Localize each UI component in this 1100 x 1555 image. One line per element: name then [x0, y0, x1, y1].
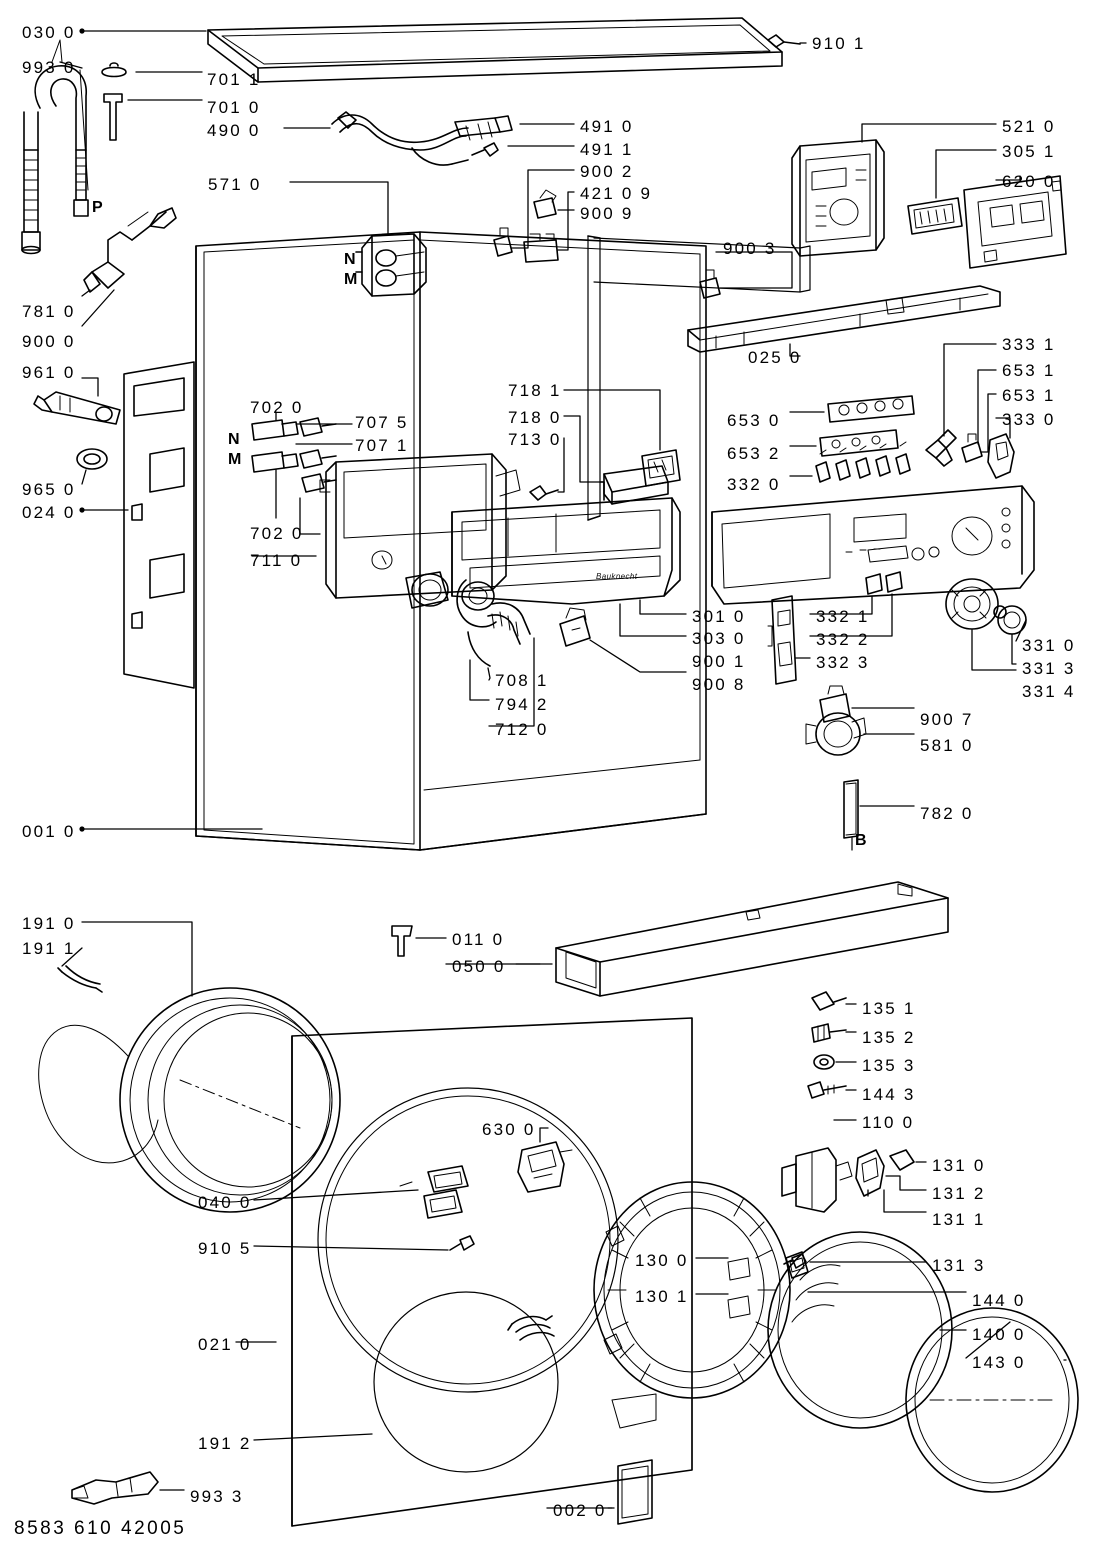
- clip-900-3: [700, 270, 720, 298]
- top-lid-part: [208, 18, 782, 82]
- rear-panel-024-0: [124, 362, 194, 688]
- diagram-letter-n-3: N: [228, 431, 240, 448]
- part-callout-135-3: 135 3: [862, 1056, 916, 1075]
- part-callout-024-0: 024 0: [22, 503, 76, 522]
- selector-knob-331-0: [946, 579, 998, 629]
- part-callout-702-0b: 702 0: [250, 524, 304, 543]
- part-callout-191-0: 191 0: [22, 914, 76, 933]
- part-callout-794-2: 794 2: [495, 695, 549, 714]
- knob-parts-332: [866, 572, 902, 594]
- part-callout-135-2: 135 2: [862, 1028, 916, 1047]
- part-callout-581-0: 581 0: [920, 736, 974, 755]
- screw-011-0: [392, 926, 412, 956]
- part-callout-143-0: 143 0: [972, 1353, 1026, 1372]
- part-callout-993-3: 993 3: [190, 1487, 244, 1506]
- control-panel-assembly: [712, 486, 1034, 604]
- rail-025-0: [688, 286, 1000, 352]
- part-callout-332-1: 332 1: [816, 607, 870, 626]
- part-callout-712-0: 712 0: [495, 720, 549, 739]
- screw-135-2: [812, 1024, 846, 1042]
- part-callout-630-0: 630 0: [482, 1120, 536, 1139]
- part-callout-910-1: 910 1: [812, 34, 866, 53]
- diagram-letter-m-4: M: [228, 451, 242, 468]
- part-callout-050-0: 050 0: [452, 957, 506, 976]
- part-callout-140-0: 140 0: [972, 1325, 1026, 1344]
- hinge-333-0: [988, 434, 1014, 478]
- bracket-131-0: [856, 1150, 914, 1196]
- clip-653-1: [962, 434, 982, 462]
- part-callout-131-3: 131 3: [932, 1256, 986, 1275]
- part-callout-130-0: 130 0: [635, 1251, 689, 1270]
- screw-910-1: [768, 35, 800, 47]
- part-callout-025-0: 025 0: [748, 348, 802, 367]
- clip-900-2: [494, 228, 512, 256]
- part-callout-490-0: 490 0: [207, 121, 261, 140]
- label-plate-002-0: [618, 1460, 652, 1524]
- screw-491-1: [472, 143, 498, 156]
- part-callout-900-0: 900 0: [22, 332, 76, 351]
- part-callout-333-0: 333 0: [1002, 410, 1056, 429]
- part-callout-135-1: 135 1: [862, 999, 916, 1018]
- part-callout-303-0: 303 0: [692, 629, 746, 648]
- part-callout-521-0: 521 0: [1002, 117, 1056, 136]
- part-callout-900-2: 900 2: [580, 162, 634, 181]
- part-callout-701-0: 701 0: [207, 98, 261, 117]
- strip-653-2: [820, 430, 898, 456]
- part-callout-002-0: 002 0: [553, 1501, 607, 1520]
- part-callout-021-0: 021 0: [198, 1335, 252, 1354]
- part-callout-900-7: 900 7: [920, 710, 974, 729]
- spring-333-1: [926, 430, 956, 466]
- part-callout-701-1: 701 1: [207, 70, 261, 89]
- door-lock-630-0: [518, 1142, 572, 1192]
- screw-135-1: [812, 992, 846, 1010]
- part-callout-421-0-9: 421 0 9: [580, 184, 653, 203]
- part-callout-711-0: 711 0: [250, 551, 303, 570]
- part-callout-491-1: 491 1: [580, 140, 634, 159]
- part-callout-011-0: 011 0: [452, 930, 505, 949]
- part-callout-331-0: 331 0: [1022, 636, 1076, 655]
- screw-713-0: [530, 486, 558, 500]
- part-callout-718-1: 718 1: [508, 381, 562, 400]
- inlet-hose-993-0: [22, 66, 88, 254]
- damper-961-0: [34, 392, 120, 424]
- part-callout-900-9: 900 9: [580, 204, 634, 223]
- part-callout-653-2: 653 2: [727, 444, 781, 463]
- clip-900-8: [560, 608, 590, 646]
- part-callout-965-0: 965 0: [22, 480, 76, 499]
- module-305-1: [908, 198, 962, 234]
- part-callout-653-1b: 653 1: [1002, 386, 1056, 405]
- part-callout-708-1: 708 1: [495, 671, 549, 690]
- part-callout-333-1: 333 1: [1002, 335, 1056, 354]
- tool-993-3: [72, 1472, 158, 1504]
- part-callout-571-0: 571 0: [208, 175, 262, 194]
- part-callout-993-0: 993 0: [22, 58, 76, 77]
- bar-782-0: [844, 780, 858, 838]
- grommet-965-0: [77, 449, 107, 469]
- part-callout-332-2: 332 2: [816, 630, 870, 649]
- water-valve-571-0: [356, 234, 426, 296]
- part-callout-191-1: 191 1: [22, 939, 76, 958]
- part-callout-144-0: 144 0: [972, 1291, 1026, 1310]
- latch-332-3: [768, 596, 796, 684]
- part-callout-782-0: 782 0: [920, 804, 974, 823]
- part-callout-702-0: 702 0: [250, 398, 304, 417]
- part-callout-900-3: 900 3: [723, 239, 777, 258]
- wiring-harness-490-0: [332, 112, 512, 165]
- drain-hose-708-1: [457, 580, 530, 666]
- part-callout-332-0: 332 0: [727, 475, 781, 494]
- diagram-letter-p-0: P: [92, 199, 103, 216]
- part-callout-713-0: 713 0: [508, 430, 562, 449]
- part-callout-900-8: 900 8: [692, 675, 746, 694]
- hose-clamp-781-0: [84, 208, 176, 292]
- clamp-spring-191-1: [58, 966, 102, 992]
- screw-910-5: [450, 1236, 474, 1250]
- part-callout-301-0: 301 0: [692, 607, 746, 626]
- part-callout-332-3: 332 3: [816, 653, 870, 672]
- part-callout-331-3: 331 3: [1022, 659, 1076, 678]
- part-callout-620-0: 620 0: [1002, 172, 1056, 191]
- part-callout-331-4: 331 4: [1022, 682, 1076, 701]
- plinth-050-0: [556, 882, 948, 996]
- diagram-letter-b-5: B: [855, 832, 867, 849]
- front-panel-021-0: [292, 1018, 692, 1526]
- part-callout-707-5: 707 5: [355, 413, 409, 432]
- part-callout-653-1: 653 1: [1002, 361, 1056, 380]
- part-callout-961-0: 961 0: [22, 363, 76, 382]
- part-callout-653-0: 653 0: [727, 411, 781, 430]
- brand-text: Bauknecht: [596, 572, 638, 581]
- control-module-521-0: [792, 140, 884, 256]
- part-callout-910-5: 910 5: [198, 1239, 252, 1258]
- diagram-letter-n-1: N: [344, 251, 356, 268]
- screw-701-0: [104, 94, 122, 140]
- door-seal-191-0: [39, 988, 340, 1212]
- part-callout-900-1: 900 1: [692, 652, 746, 671]
- part-callout-110-0: 110 0: [862, 1113, 915, 1132]
- hinge-110-0: [782, 1148, 852, 1212]
- part-callout-707-1: 707 1: [355, 436, 409, 455]
- part-callout-491-0: 491 0: [580, 117, 634, 136]
- part-callout-131-0: 131 0: [932, 1156, 986, 1175]
- diagram-letter-m-2: M: [344, 271, 358, 288]
- screw-144-3: [808, 1082, 846, 1098]
- part-callout-040-0: 040 0: [198, 1193, 252, 1212]
- door-handle-040-0: [424, 1166, 468, 1218]
- part-callout-191-2: 191 2: [198, 1434, 252, 1453]
- part-callout-131-1: 131 1: [932, 1210, 986, 1229]
- part-callout-305-1: 305 1: [1002, 142, 1056, 161]
- part-callout-144-3: 144 3: [862, 1085, 916, 1104]
- strip-653-0: [828, 396, 914, 422]
- part-callout-781-0: 781 0: [22, 302, 76, 321]
- cap-701-1: [102, 63, 126, 77]
- diagram-footer-code: 8583 610 42005: [14, 1518, 187, 1539]
- seal-spring-191-2: [508, 1316, 554, 1340]
- part-callout-030-0: 030 0: [22, 23, 76, 42]
- part-callout-001-0: 001 0: [22, 822, 76, 841]
- part-callout-718-0: 718 0: [508, 408, 562, 427]
- part-callout-131-2: 131 2: [932, 1184, 986, 1203]
- clip-900-9: [534, 190, 556, 218]
- small-parts-702-707: [252, 418, 336, 492]
- washer-135-3: [814, 1055, 834, 1069]
- part-callout-130-1: 130 1: [635, 1287, 689, 1306]
